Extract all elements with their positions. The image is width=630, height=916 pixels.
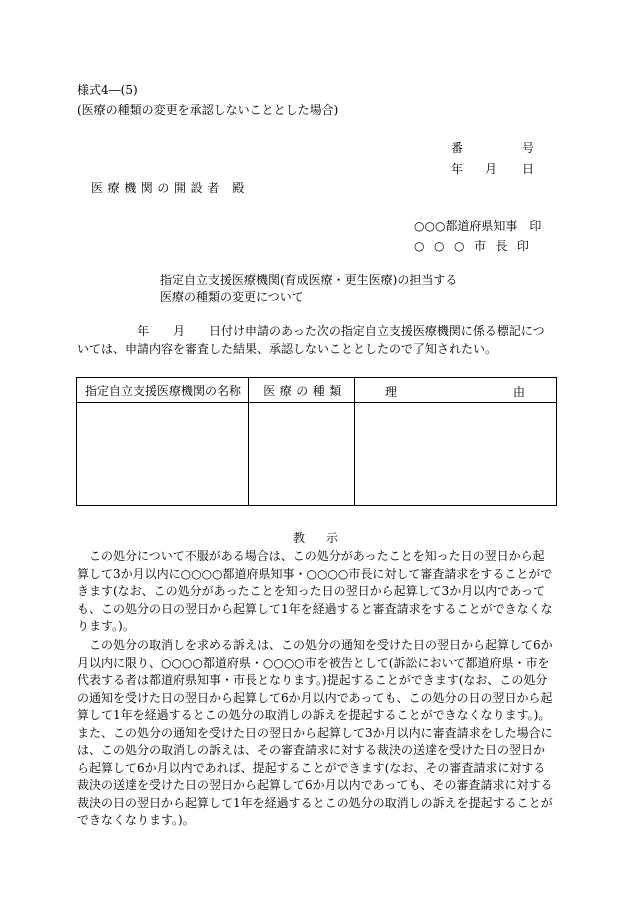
- intro-paragraph: 年 月 日付け申請のあった次の指定自立支援医療機関に係る標記については、申請内容を審査した結果、承認しないこととしたので了知されたい。: [77, 324, 545, 356]
- table-row: [77, 403, 557, 506]
- subject-line-1: 指定自立支援医療機関(育成医療・更生医療)の担当する: [160, 273, 458, 287]
- institution-table: [76, 377, 557, 506]
- cell-reason: [354, 403, 556, 506]
- cell-medical-type: [249, 403, 355, 506]
- document-number-label: 番: [451, 141, 464, 155]
- table-header-row: [77, 378, 557, 403]
- form-subtitle: (医療の種類の変更を承認しないこととした場合): [77, 103, 339, 117]
- sender-governor: ○○○都道府県知事 印: [414, 219, 542, 233]
- form-number: 様式4―(5): [77, 83, 138, 97]
- addressee: 医療機関の開設者 殿: [91, 181, 249, 195]
- subject-line-2: 医療の種類の変更について: [160, 290, 304, 304]
- column-header-institution-name: 指定自立支援医療機関の名称: [77, 378, 249, 403]
- column-header-medical-type: 医療の種類: [249, 378, 355, 403]
- document-number-suffix: 号: [522, 141, 535, 155]
- cell-institution-name: [77, 403, 249, 506]
- date-year-label: 年: [451, 162, 464, 176]
- column-header-reason: 理 由: [354, 378, 556, 403]
- notice-paragraph-lawsuit: この処分の取消しを求める訴えは、この処分の通知を受けた日の翌日から起算して6か月以内に限り、○○○○都道府県・○○○○市を被告として(訴訟において都道府県・市を代表する者は都道府県知事・市長となります。)提起することができます(なお、この処分の通知を受けた日の翌日から起算して6か月以内であっても、この処分の日の翌日から起算して1年を経過するとこの処分の取消しの訴えを提起することができなくなります。)。また、この処分の通知を受けた日の翌日から起算して3か月以内に審査請求をした場合には、この処分の取消しの訴えは、その審査請求に対する裁決の送達を受けた日の翌日から起算して6か月以内であれば、提起することができます(なお、その審査請求に対する裁決の送達を受けた日の翌日から起算して6か月以内であっても、その審査請求に対する裁決の日の翌日から起算して1年を経過するとこの処分の取消しの訴えを提起することができなくなります。)。: [77, 638, 553, 827]
- date-day-label: 日: [522, 162, 535, 176]
- sender-mayor: ○○○市長印: [414, 239, 539, 253]
- notice-paragraph-appeal: この処分について不服がある場合は、この処分があったことを知った日の翌日から起算して3か月以内に○○○○都道府県知事・○○○○市長に対して審査請求をすることができます(なお、この処分があったことを知った日の翌日から起算して3か月以内であっても、この処分の日の翌日から起算して1年を経過すると審査請求をすることができなくなります。)。: [77, 549, 553, 633]
- notice-title: 教示: [293, 531, 360, 545]
- date-month-label: 月: [485, 162, 498, 176]
